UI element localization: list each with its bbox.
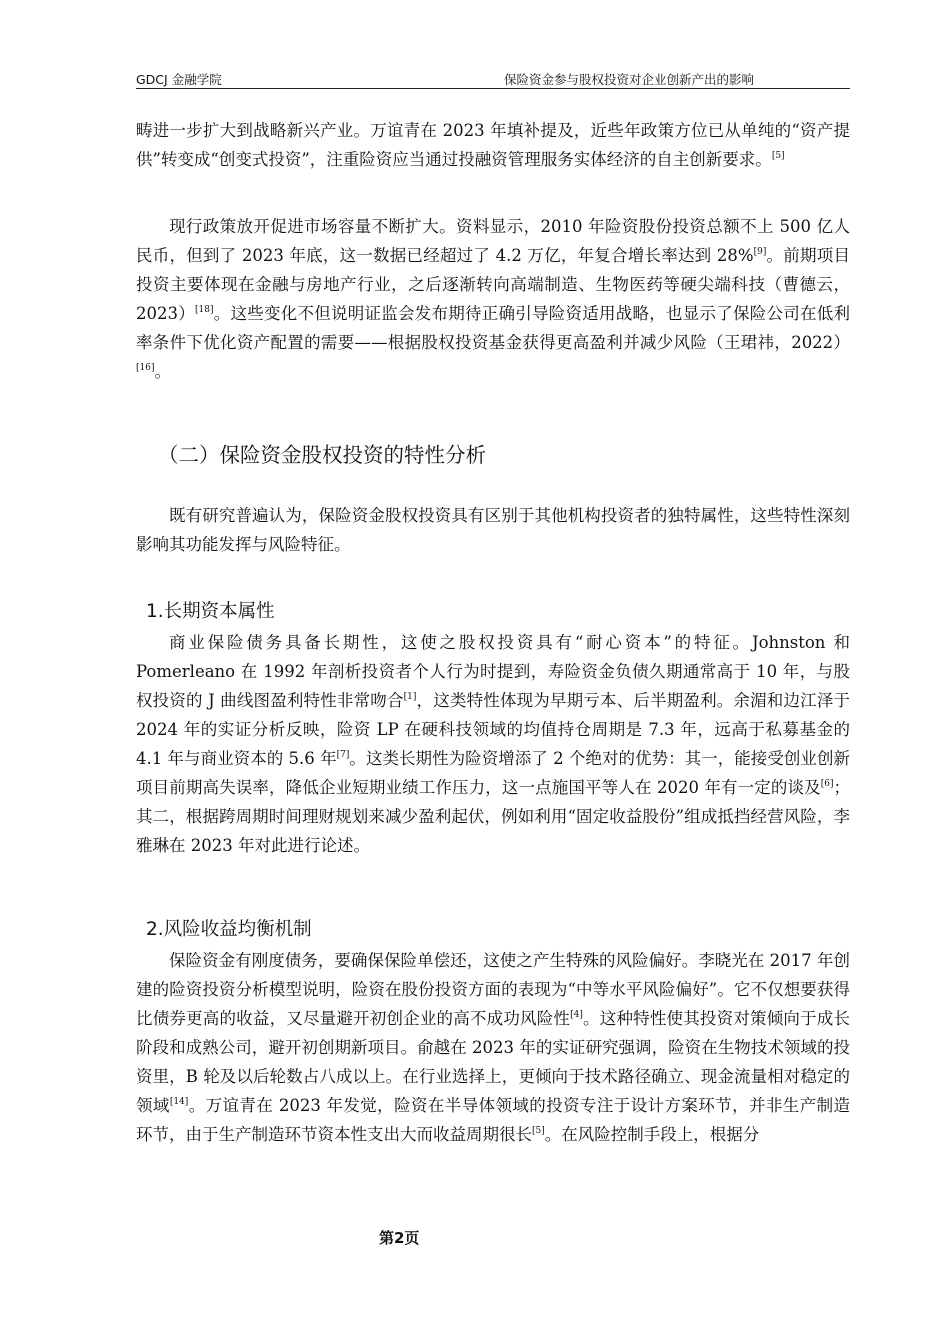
citation: [6]	[820, 779, 834, 789]
citation: [4]	[570, 1010, 583, 1020]
paragraph-1	[136, 116, 850, 174]
citation: [1]	[403, 692, 417, 702]
paragraph-2-text: 现行政策放开促进市场容量不断扩大。资料显示，2010 年险资股份投资总额不上 500 亿人民币，但到了 2023 年底，这一数据已经超过了 4.2 万亿，年复合增长率达到 28%	[136, 217, 850, 265]
subsection-heading-2: 2.风险收益均衡机制	[146, 919, 312, 940]
section-heading: （二）保险资金股权投资的特性分析	[158, 443, 486, 467]
subsection-heading-1: 1.长期资本属性	[146, 601, 275, 622]
citation: [5]	[532, 1126, 545, 1136]
paragraph-4-text: 商业保险债务具备长期性，这使之股权投资具有“耐心资本”的特征。Johnston 和 Pomerleano 在 1992 年剖析投资者个人行为时提到，寿险资金负债久期通常高于 10 年，与股权投资的 J 曲线图盈利特性非常吻合	[136, 633, 850, 710]
paragraph-5	[136, 946, 850, 1149]
paragraph-3	[136, 501, 850, 559]
paragraph-4-text: 。这类长期性为险资增添了 2 个绝对的优势：其一，能接受创业创新项目前期高失误率，降低企业短期业绩工作压力，这一点施国平等人在 2020 年有一定的谈及	[136, 749, 850, 797]
paragraph-1-text: 畴进一步扩大到战略新兴产业。万谊青在 2023 年填补提及，近些年政策方位已从单纯的“资产提供”转变成“创变式投资”，注重险资应当通过投融资管理服务实体经济的自主创新要求。	[136, 121, 850, 169]
citation: [5]	[771, 151, 785, 161]
paragraph-2-text: 。前期项目投资主要体现在金融与房地产行业，之后逐渐转向高端制造、生物医药等硬尖端科技（曹德云，2023）	[136, 246, 850, 323]
paragraph-5-text: 。万谊青在 2023 年发觉，险资在半导体领域的投资专注于设计方案环节，并非生产制造环节，由于生产制造环节资本性支出大而收益周期很长	[136, 1096, 851, 1144]
paragraph-3-text: 既有研究普遍认为，保险资金股权投资具有区别于其他机构投资者的独特属性，这些特性深刻影响其功能发挥与风险特征。	[136, 506, 850, 554]
paragraph-5-text: 。在风险控制手段上，根据分	[544, 1125, 760, 1144]
paragraph-2-text: 。这些变化不但说明证监会发布期待正确引导险资适用战略，也显示了保险公司在低利率条件下优化资产配置的需要——根据股权投资基金获得更高盈利并减少风险（王珺祎，2022）	[136, 304, 850, 352]
citation: [18]	[195, 305, 214, 315]
paragraph-2	[136, 212, 850, 386]
header-title: 保险资金参与股权投资对企业创新产出的影响	[504, 72, 755, 87]
page-header	[136, 68, 850, 89]
paragraph-4-text: ，这类特性体现为早期亏本、后半期盈利。余湄和边江泽于 2024 年的实证分析反映，险资 LP 在硬科技领域的均值持仓周期是 7.3 年，远高于私募基金的 4.1 年与商业资本的 5.6 年	[136, 691, 850, 768]
paragraph-4	[136, 628, 850, 860]
citation: [16]	[136, 363, 155, 373]
citation: [9]	[753, 247, 767, 257]
paragraph-5-text: 保险资金有刚度债务，要确保保险单偿还，这使之产生特殊的风险偏好。李晓光在 2017 年创建的险资投资分析模型说明，险资在股份投资方面的表现为“中等水平风险偏好”。它不仅想要获得比债券更高的收益，又尽量避开初创企业的高不成功风险性	[136, 951, 850, 1028]
paragraph-5-text: 。这种特性使其投资对策倾向于成长阶段和成熟公司，避开初创期新项目。俞越在 2023 年的实证研究强调，险资在生物技术领域的投资里，B 轮及以后轮数占八成以上。在行业选择上，更倾向于技术路径确立、现金流量相对稳定的领域	[136, 1009, 851, 1115]
citation: [7]	[336, 750, 350, 760]
citation: [14]	[169, 1097, 189, 1107]
paragraph-2-text: 。	[154, 362, 171, 381]
header-institution: GDCJ 金融学院	[136, 72, 222, 87]
page-number: 第2页	[379, 1229, 420, 1247]
paragraph-4-text: ；其二，根据跨周期时间理财规划来减少盈利起伏，例如利用“固定收益股份”组成抵挡经营风险，李雅琳在 2023 年对此进行论述。	[136, 778, 850, 855]
